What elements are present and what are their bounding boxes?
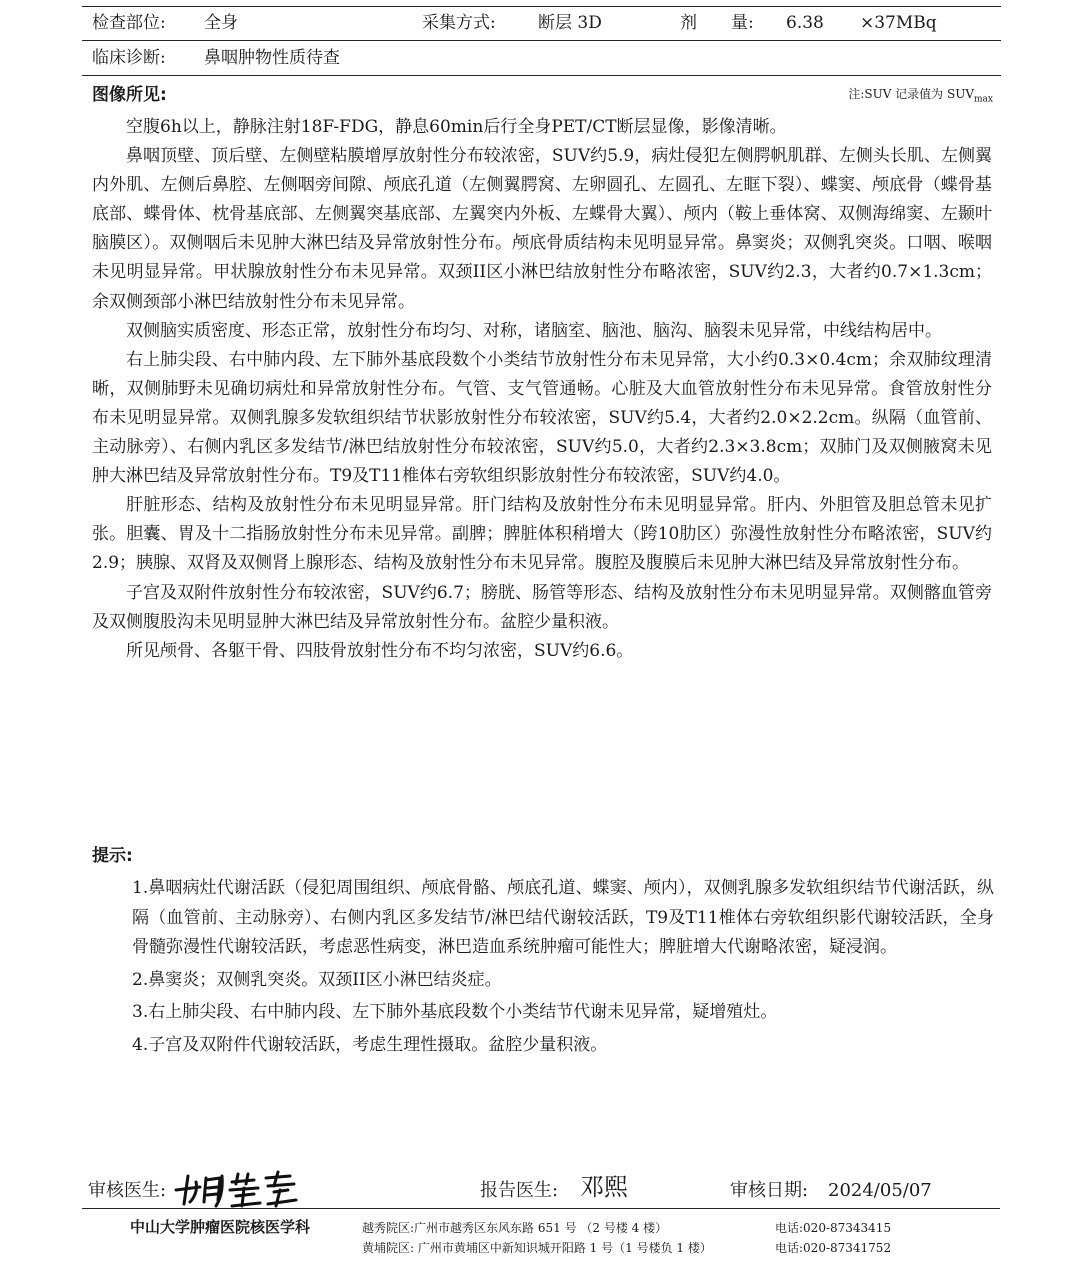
impression-list bbox=[132, 874, 994, 1064]
reviewer-signature-image bbox=[170, 1168, 300, 1210]
findings-paragraph: 鼻咽顶壁、顶后壁、左侧壁粘膜增厚放射性分布较浓密，SUV约5.9，病灶侵犯左侧腭帆肌群、左侧头长肌、左侧翼内外肌、左侧后鼻腔、左侧咽旁间隙、颅底孔道（左侧翼腭窝、左卵圆孔、左圆孔、左眶下裂）、蝶窦、颅底骨（蝶骨基底部、蝶骨体、枕骨基底部、左侧翼突基底部、左翼突内外板、左蝶骨大翼）、颅内（鞍上垂体窝、双侧海绵窦、左颞叶脑膜区）。双侧咽后未见肿大淋巴结及异常放射性分布。颅底骨质结构未见明显异常。鼻窦炎；双侧乳突炎。口咽、喉咽未见明显异常。甲状腺放射性分布未见异常。双颈II区小淋巴结放射性分布略浓密，SUV约2.3，大者约0.7×1.3cm；余双侧颈部小淋巴结放射性分布未见异常。 bbox=[92, 146, 992, 312]
dose-unit: ×37MBq bbox=[860, 13, 937, 33]
dose-label: 剂 量: bbox=[680, 13, 754, 33]
diagnosis-label: 临床诊断: bbox=[92, 48, 166, 68]
review-date-label: 审核日期: bbox=[730, 1180, 809, 1201]
acquisition-method-label: 采集方式: bbox=[422, 13, 496, 33]
findings-title: 图像所见: bbox=[92, 85, 167, 105]
phone-huangpu: 电话:020-87341752 bbox=[775, 1241, 892, 1255]
footer-rule bbox=[82, 1208, 1000, 1209]
header-top-rule bbox=[82, 6, 1001, 7]
address-huangpu: 黄埔院区: 广州市黄埔区中新知识城开阳路 1 号（1 号楼负 1 楼） bbox=[362, 1241, 712, 1255]
phone-yuexiu: 电话:020-87343415 bbox=[775, 1221, 892, 1235]
findings-paragraph: 肝脏形态、结构及放射性分布未见明显异常。肝门结构及放射性分布未见明显异常。肝内、外胆管及胆总管未见扩张。胆囊、胃及十二指肠放射性分布未见异常。副脾；脾脏体积稍增大（跨10肋区）弥漫性放射性分布略浓密，SUV约2.9；胰腺、双肾及双侧肾上腺形态、结构及放射性分布未见异常。腹腔及腹膜后未见肿大淋巴结及异常放射性分布。 bbox=[92, 495, 992, 574]
impression-title: 提示: bbox=[92, 846, 133, 866]
exam-site-label: 检查部位: bbox=[92, 13, 166, 33]
reviewer-label: 审核医生: bbox=[88, 1180, 167, 1201]
address-yuexiu: 越秀院区:广州市越秀区东风东路 651 号 （2 号楼 4 楼） bbox=[362, 1221, 668, 1235]
acquisition-method-value: 断层 3D bbox=[538, 13, 602, 33]
reporter-label: 报告医生: bbox=[480, 1180, 559, 1201]
findings-paragraph: 空腹6h以上，静脉注射18F-FDG，静息60min后行全身PET/CT断层显像，影像清晰。 bbox=[126, 117, 787, 137]
diagnosis-value: 鼻咽肿物性质待查 bbox=[204, 48, 340, 68]
hospital-name: 中山大学肿瘤医院核医学科 bbox=[130, 1218, 311, 1236]
impression-item: 3.右上肺尖段、右中肺内段、左下肺外基底段数个小类结节代谢未见异常，疑增殖灶。 bbox=[132, 1002, 778, 1023]
findings-paragraph: 所见颅骨、各躯干骨、四肢骨放射性分布不均匀浓密，SUV约6.6。 bbox=[126, 640, 634, 661]
dose-value: 6.38 bbox=[786, 13, 824, 33]
review-date-value: 2024/05/07 bbox=[828, 1180, 932, 1201]
reporter-name: 邓熙 bbox=[580, 1173, 628, 1201]
impression-item: 2.鼻窦炎；双侧乳突炎。双颈II区小淋巴结炎症。 bbox=[132, 969, 502, 990]
findings-paragraph: 子宫及双附件放射性分布较浓密，SUV约6.7；膀胱、肠管等形态、结构及放射性分布未见明显异常。双侧髂血管旁及双侧腹股沟未见明显肿大淋巴结及异常放射性分布。盆腔少量积液。 bbox=[92, 582, 992, 632]
findings-body bbox=[92, 113, 992, 666]
header-mid-rule bbox=[82, 40, 1001, 41]
findings-paragraph: 双侧脑实质密度、形态正常，放射性分布均匀、对称，诸脑室、脑池、脑沟、脑裂未见异常，中线结构居中。 bbox=[126, 320, 942, 341]
exam-site-value: 全身 bbox=[204, 13, 238, 33]
suv-note bbox=[848, 86, 993, 107]
header-bottom-rule bbox=[82, 75, 1001, 76]
impression-item: 1.鼻咽病灶代谢活跃（侵犯周围组织、颅底骨骼、颅底孔道、蝶窦、颅内），双侧乳腺多发软组织结节代谢活跃，纵隔（血管前、主动脉旁）、右侧内乳区多发结节/淋巴结代谢较活跃，T9及T11椎体右旁软组织影代谢较活跃，全身骨髓弥漫性代谢较活跃，考虑恶性病变，淋巴造血系统肿瘤可能性大；脾脏增大代谢略浓密，疑浸润。 bbox=[132, 878, 994, 958]
suv-note-text: 注:SUV 记录值为 SUV bbox=[848, 87, 975, 101]
suv-note-subscript: max bbox=[974, 94, 993, 105]
impression-item: 4.子宫及双附件代谢较活跃，考虑生理性摄取。盆腔少量积液。 bbox=[132, 1034, 608, 1055]
findings-paragraph: 右上肺尖段、右中肺内段、左下肺外基底段数个小类结节放射性分布未见异常，大小约0.3×0.4cm；余双肺纹理清晰，双侧肺野未见确切病灶和异常放射性分布。气管、支气管通畅。心脏及大血管放射性分布未见异常。食管放射性分布未见明显异常。双侧乳腺多发软组织结节状影放射性分布较浓密，SUV约5.4，大者约2.0×2.2cm。纵隔（血管前、主动脉旁）、右侧内乳区多发结节/淋巴结放射性分布较浓密，SUV约5.0，大者约2.3×3.8cm；双肺门及双侧腋窝未见肿大淋巴结及异常放射性分布。T9及T11椎体右旁软组织影放射性分布较浓密，SUV约4.0。 bbox=[92, 349, 992, 487]
